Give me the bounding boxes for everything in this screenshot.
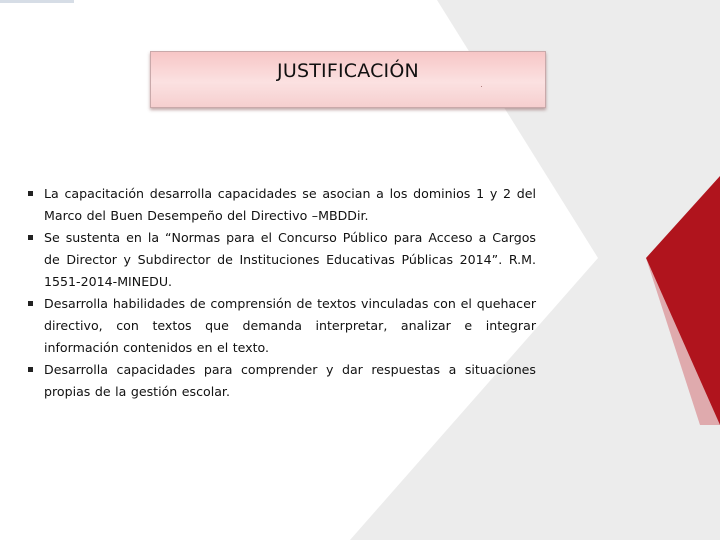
title-box <box>150 51 546 108</box>
bullet-text-1: La capacitación desarrolla capacidades se asocian a los dominios 1 y 2 del Marco del Buen Desempeño del Directivo –MBDDir. <box>44 186 536 223</box>
bullet-item-3 <box>24 293 536 359</box>
bullet-item-1 <box>24 183 536 227</box>
square-bullet-icon <box>28 235 33 240</box>
square-bullet-icon <box>28 367 33 372</box>
square-bullet-icon <box>28 191 33 196</box>
bullet-item-2 <box>24 227 536 293</box>
square-bullet-icon <box>28 301 33 306</box>
bullet-text-3: Desarrolla habilidades de comprensión de textos vinculadas con el quehacer directivo, con textos que demanda interpretar, analizar e integrar información contenidos en el texto. <box>44 296 536 355</box>
bullet-text-4: Desarrolla capacidades para comprender y dar respuestas a situaciones propias de la gestión escolar. <box>44 362 536 399</box>
slide-title: JUSTIFICACIÓN <box>277 60 419 82</box>
top-left-accent-bar <box>0 0 74 3</box>
title-dot <box>481 86 482 87</box>
bullet-list <box>24 183 536 403</box>
bullet-text-2: Se sustenta en la “Normas para el Concurso Público para Acceso a Cargos de Director y Subdirector de Instituciones Educativas Públicas 2014”. R.M. 1551-2014-MINEDU. <box>44 230 536 289</box>
bullet-item-4 <box>24 359 536 403</box>
